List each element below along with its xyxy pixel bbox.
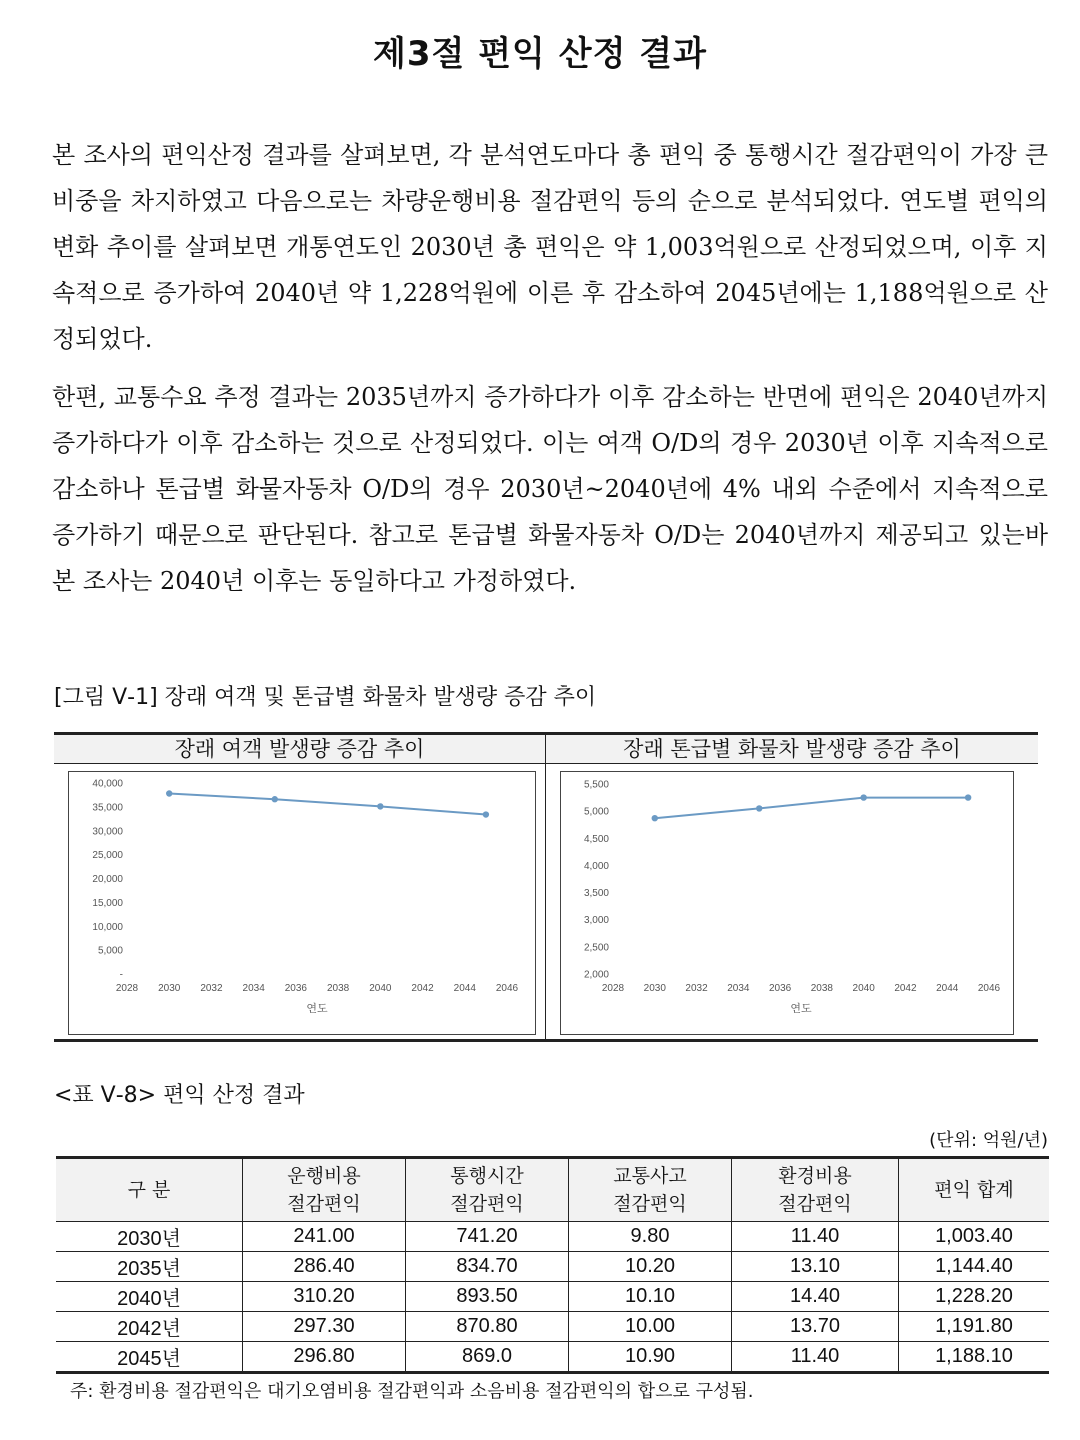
y-tick-label: 15,000: [92, 897, 123, 909]
header-category: 구 분: [56, 1158, 243, 1222]
body-paragraph-1: 본 조사의 편익산정 결과를 살펴보면, 각 분석연도마다 총 편익 중 통행시간 절감편익이 가장 큰 비중을 차지하였고 다음으로는 차량운행비용 절감편익 등의 순으로 분석되었다. 연도별 편익의 변화 추이를 살펴보면 개통연도인 2030년 총 편익은 약 1,003억원으로 산정되었으며, 이후 지속적으로 증가하여 2040년 약 1,228억원에 이른 후 감소하여 2045년에는 1,188억원으로 산정되었다.: [52, 141, 1048, 353]
truck-chart-title: 장래 톤급별 화물차 발생량 증감 추이: [546, 735, 1038, 764]
table-footnote: 주: 환경비용 절감편익은 대기오염비용 절감편익과 소음비용 절감편익의 합으로 구성됨.: [70, 1381, 754, 1402]
table-unit: (단위: 억원/년): [929, 1130, 1048, 1151]
cell-operating: 296.80: [243, 1342, 406, 1373]
cell-travel: 869.0: [406, 1342, 569, 1373]
x-tick-label: 2046: [495, 983, 519, 994]
data-point: [166, 790, 172, 796]
y-tick-label: 4,000: [583, 860, 609, 872]
y-tick-label: 2,000: [583, 969, 609, 981]
x-tick-label: 2044: [936, 983, 959, 994]
x-axis-label: 연도: [306, 1002, 328, 1015]
cell-travel: 834.70: [406, 1252, 569, 1282]
y-tick-label: -: [119, 969, 123, 981]
data-point: [272, 796, 278, 802]
data-point: [652, 815, 658, 821]
y-tick-label: 25,000: [92, 850, 123, 862]
y-tick-label: 35,000: [92, 802, 123, 814]
y-tick-label: 5,000: [97, 945, 123, 957]
table-row: [56, 1342, 1049, 1373]
cell-travel: 870.80: [406, 1312, 569, 1342]
cell-total: 1,188.10: [899, 1342, 1050, 1373]
cell-operating: 286.40: [243, 1252, 406, 1282]
x-tick-label: 2036: [284, 983, 308, 994]
data-point: [377, 803, 383, 809]
data-point: [483, 811, 489, 817]
cell-operating: 241.00: [243, 1222, 406, 1252]
cell-total: 1,191.80: [899, 1312, 1050, 1342]
y-tick-label: 30,000: [92, 826, 123, 838]
cell-operating: 297.30: [243, 1312, 406, 1342]
cell-year: 2035년: [56, 1252, 243, 1282]
y-tick-label: 2,500: [583, 942, 609, 954]
x-tick-label: 2032: [200, 983, 223, 994]
cell-total: 1,228.20: [899, 1282, 1050, 1312]
truck-line-chart: [561, 772, 1013, 1034]
section-title: 제3절 편익 산정 결과: [373, 34, 707, 74]
x-tick-label: 2028: [115, 983, 139, 994]
x-tick-label: 2042: [894, 983, 917, 994]
y-tick-label: 5,500: [583, 779, 609, 791]
passenger-line-chart: [69, 772, 535, 1034]
header-travel-time: 통행시간 절감편익: [406, 1158, 569, 1222]
y-tick-label: 40,000: [92, 778, 123, 790]
table-row: [56, 1312, 1049, 1342]
header-accident: 교통사고 절감편익: [569, 1158, 732, 1222]
cell-year: 2040년: [56, 1282, 243, 1312]
data-point: [860, 794, 866, 800]
x-tick-label: 2040: [369, 983, 392, 994]
series-line: [655, 798, 968, 819]
table-header-row: [56, 1158, 1049, 1222]
cell-total: 1,144.40: [899, 1252, 1050, 1282]
x-tick-label: 2038: [810, 983, 834, 994]
cell-year: 2045년: [56, 1342, 243, 1373]
cell-accident: 9.80: [569, 1222, 732, 1252]
x-tick-label: 2028: [601, 983, 625, 994]
x-tick-label: 2034: [242, 983, 265, 994]
x-tick-label: 2040: [852, 983, 875, 994]
body-paragraph-2: 한편, 교통수요 추정 결과는 2035년까지 증가하다가 이후 감소하는 반면에 편익은 2040년까지 증가하다가 이후 감소하는 것으로 산정되었다. 이는 여객 O/D의 경우 2030년 이후 지속적으로 감소하나 톤급별 화물자동차 O/D의 경우 2030년~2040년에 4% 내외 수준에서 지속적으로 증가하기 때문으로 판단된다. 참고로 톤급별 화물자동차 O/D는 2040년까지 제공되고 있는바 본 조사는 2040년 이후는 동일하다고 가정하였다.: [52, 383, 1048, 595]
table-row: [56, 1222, 1049, 1252]
cell-environment: 11.40: [732, 1222, 899, 1252]
x-tick-label: 2042: [411, 983, 434, 994]
benefit-table: [56, 1156, 1049, 1374]
x-tick-label: 2030: [643, 983, 666, 994]
cell-total: 1,003.40: [899, 1222, 1050, 1252]
table-row: [56, 1282, 1049, 1312]
y-tick-label: 3,500: [583, 888, 609, 900]
cell-accident: 10.90: [569, 1342, 732, 1373]
cell-environment: 13.10: [732, 1252, 899, 1282]
cell-travel: 893.50: [406, 1282, 569, 1312]
cell-accident: 10.00: [569, 1312, 732, 1342]
cell-year: 2042년: [56, 1312, 243, 1342]
y-tick-label: 4,500: [583, 833, 609, 845]
series-line: [169, 794, 486, 815]
data-point: [756, 805, 762, 811]
cell-year: 2030년: [56, 1222, 243, 1252]
x-axis-label: 연도: [790, 1002, 812, 1015]
cell-environment: 14.40: [732, 1282, 899, 1312]
truck-chart-frame: [560, 771, 1014, 1035]
header-total: 편익 합계: [899, 1158, 1050, 1222]
x-tick-label: 2046: [977, 983, 1001, 994]
header-environment: 환경비용 절감편익: [732, 1158, 899, 1222]
y-tick-label: 10,000: [92, 921, 123, 933]
cell-accident: 10.10: [569, 1282, 732, 1312]
x-tick-label: 2038: [326, 983, 350, 994]
cell-operating: 310.20: [243, 1282, 406, 1312]
cell-environment: 11.40: [732, 1342, 899, 1373]
cell-environment: 13.70: [732, 1312, 899, 1342]
x-tick-label: 2044: [453, 983, 476, 994]
table-caption: <표 Ⅴ-8> 편익 산정 결과: [54, 1083, 305, 1108]
y-tick-label: 5,000: [583, 806, 609, 818]
cell-accident: 10.20: [569, 1252, 732, 1282]
passenger-chart-title: 장래 여객 발생량 증감 추이: [54, 735, 545, 764]
passenger-chart-frame: [68, 771, 536, 1035]
x-tick-label: 2032: [685, 983, 708, 994]
y-tick-label: 3,000: [583, 915, 609, 927]
table-row: [56, 1252, 1049, 1282]
x-tick-label: 2030: [158, 983, 181, 994]
passenger-chart-panel: [54, 732, 546, 1042]
y-tick-label: 20,000: [92, 874, 123, 885]
figure-caption: [그림 Ⅴ-1] 장래 여객 및 톤급별 화물차 발생량 증감 추이: [54, 685, 597, 710]
cell-travel: 741.20: [406, 1222, 569, 1252]
x-tick-label: 2036: [768, 983, 792, 994]
x-tick-label: 2034: [727, 983, 750, 994]
truck-chart-panel: [546, 732, 1038, 1042]
data-point: [965, 794, 971, 800]
header-operating-cost: 운행비용 절감편익: [243, 1158, 406, 1222]
